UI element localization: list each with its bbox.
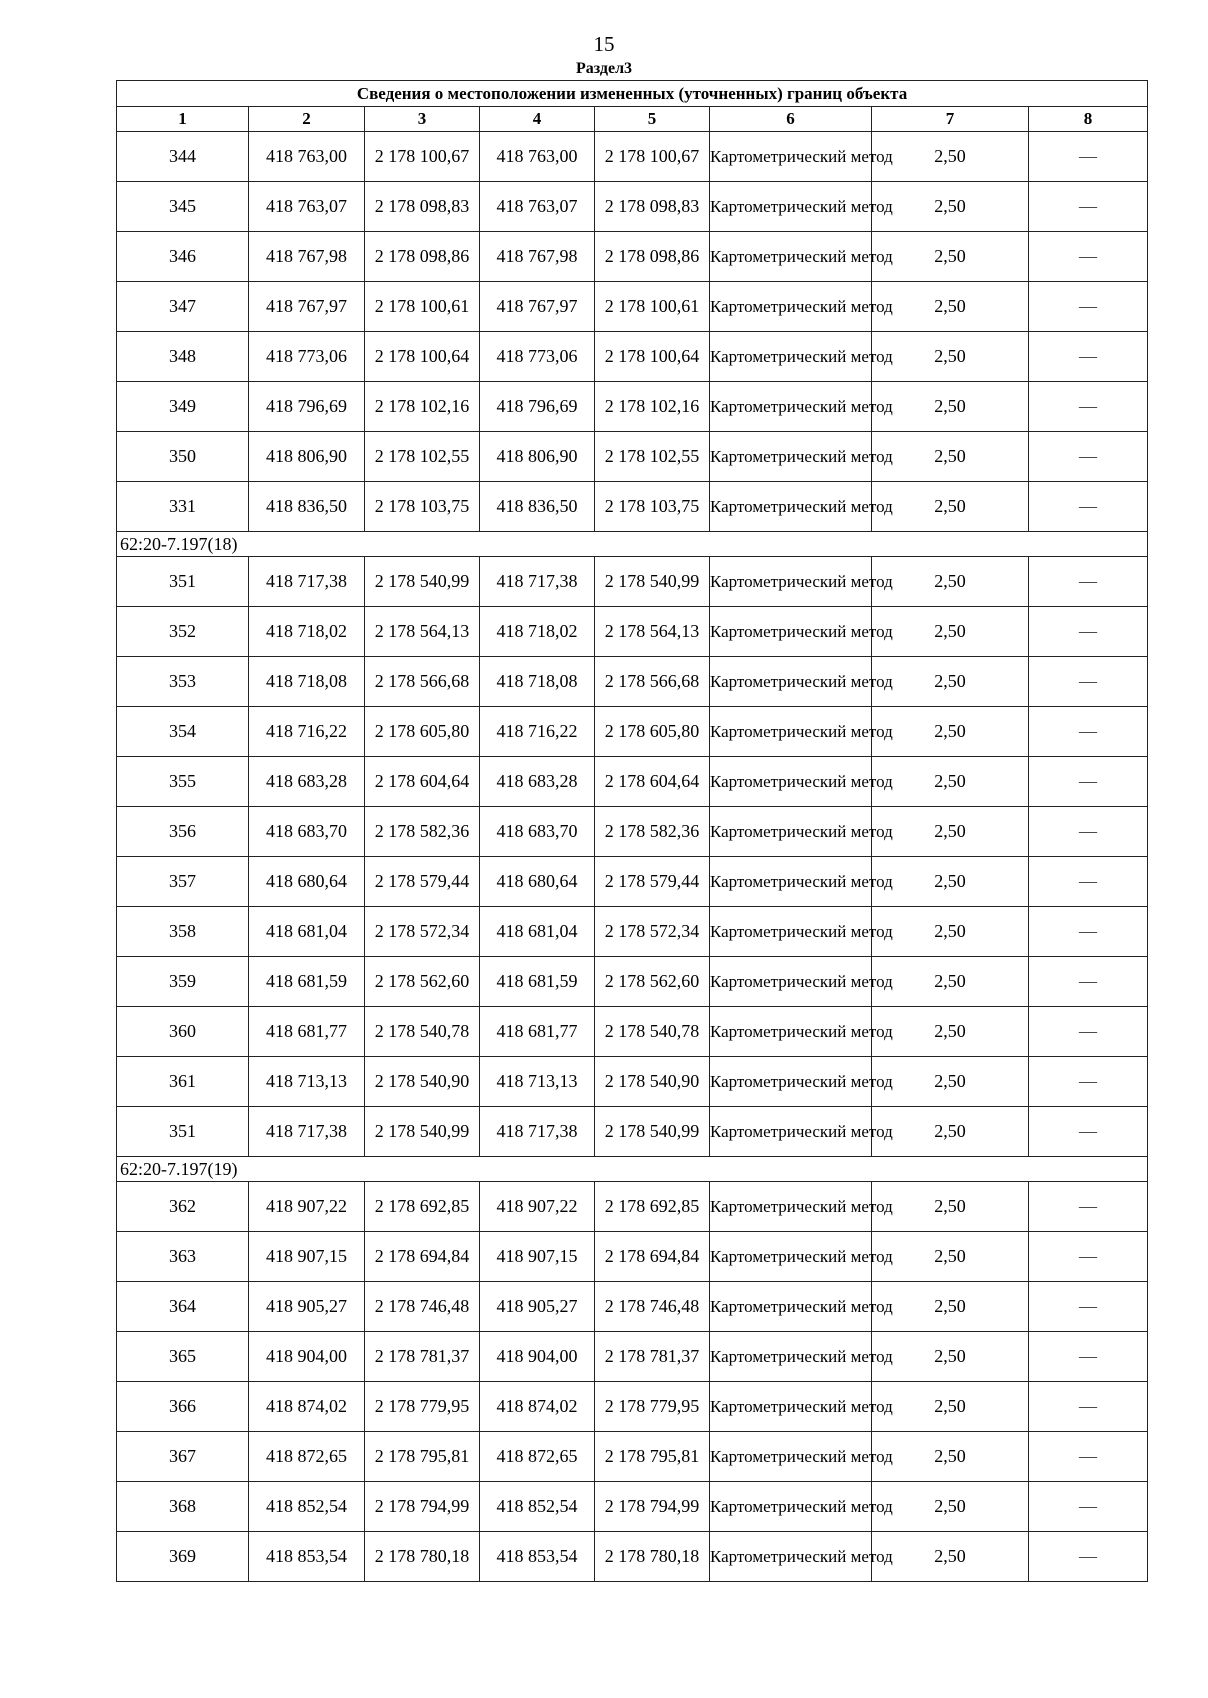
- cell-description: —: [1029, 1007, 1148, 1057]
- cell-x-new: 418 874,02: [480, 1382, 595, 1432]
- cell-x-existing: 418 763,00: [249, 132, 365, 182]
- cell-x-new: 418 852,54: [480, 1482, 595, 1532]
- cell-y-existing: 2 178 562,60: [365, 957, 480, 1007]
- cell-method: Картометрический метод: [710, 382, 872, 432]
- table-row: [117, 757, 1148, 807]
- cell-y-new: 2 178 795,81: [595, 1432, 710, 1482]
- cell-point-number: 351: [117, 557, 249, 607]
- cell-point-number: 365: [117, 1332, 249, 1382]
- cell-description: —: [1029, 482, 1148, 532]
- cell-description: —: [1029, 232, 1148, 282]
- cell-x-existing: 418 767,97: [249, 282, 365, 332]
- cell-accuracy: 2,50: [872, 1282, 1029, 1332]
- column-number-8: 8: [1029, 107, 1148, 132]
- cell-method: Картометрический метод: [710, 907, 872, 957]
- cell-y-existing: 2 178 540,99: [365, 557, 480, 607]
- cell-y-existing: 2 178 779,95: [365, 1382, 480, 1432]
- cell-x-existing: 418 836,50: [249, 482, 365, 532]
- cell-x-new: 418 683,28: [480, 757, 595, 807]
- cell-x-existing: 418 907,22: [249, 1182, 365, 1232]
- cell-y-existing: 2 178 692,85: [365, 1182, 480, 1232]
- cell-accuracy: 2,50: [872, 382, 1029, 432]
- cell-description: —: [1029, 182, 1148, 232]
- cell-description: —: [1029, 707, 1148, 757]
- cell-accuracy: 2,50: [872, 482, 1029, 532]
- cell-accuracy: 2,50: [872, 1232, 1029, 1282]
- cell-x-existing: 418 907,15: [249, 1232, 365, 1282]
- cell-description: —: [1029, 1232, 1148, 1282]
- cell-point-number: 346: [117, 232, 249, 282]
- cell-accuracy: 2,50: [872, 1532, 1029, 1582]
- table-row: [117, 182, 1148, 232]
- cell-method: Картометрический метод: [710, 857, 872, 907]
- cell-point-number: 361: [117, 1057, 249, 1107]
- cell-point-number: 363: [117, 1232, 249, 1282]
- cell-accuracy: 2,50: [872, 1332, 1029, 1382]
- cell-description: —: [1029, 382, 1148, 432]
- table-row: [117, 432, 1148, 482]
- cell-y-existing: 2 178 540,99: [365, 1107, 480, 1157]
- cell-x-existing: 418 872,65: [249, 1432, 365, 1482]
- cell-method: Картометрический метод: [710, 707, 872, 757]
- cell-x-existing: 418 713,13: [249, 1057, 365, 1107]
- table-row: [117, 132, 1148, 182]
- cell-method: Картометрический метод: [710, 1332, 872, 1382]
- cell-point-number: 360: [117, 1007, 249, 1057]
- cell-point-number: 331: [117, 482, 249, 532]
- cell-y-existing: 2 178 694,84: [365, 1232, 480, 1282]
- cell-description: —: [1029, 1482, 1148, 1532]
- cell-method: Картометрический метод: [710, 1232, 872, 1282]
- cell-description: —: [1029, 957, 1148, 1007]
- cell-accuracy: 2,50: [872, 132, 1029, 182]
- table-row: [117, 857, 1148, 907]
- table-row: [117, 1482, 1148, 1532]
- cell-y-existing: 2 178 102,55: [365, 432, 480, 482]
- cell-point-number: 359: [117, 957, 249, 1007]
- cell-y-new: 2 178 566,68: [595, 657, 710, 707]
- cell-y-new: 2 178 100,61: [595, 282, 710, 332]
- cell-x-existing: 418 718,08: [249, 657, 365, 707]
- table-row: [117, 1532, 1148, 1582]
- column-number-5: 5: [595, 107, 710, 132]
- cell-y-existing: 2 178 103,75: [365, 482, 480, 532]
- cell-x-new: 418 718,08: [480, 657, 595, 707]
- cell-x-new: 418 717,38: [480, 1107, 595, 1157]
- cell-method: Картометрический метод: [710, 557, 872, 607]
- cell-y-existing: 2 178 795,81: [365, 1432, 480, 1482]
- cell-description: —: [1029, 432, 1148, 482]
- cell-x-new: 418 907,15: [480, 1232, 595, 1282]
- cell-method: Картометрический метод: [710, 1432, 872, 1482]
- table-row: [117, 1382, 1148, 1432]
- cell-accuracy: 2,50: [872, 1007, 1029, 1057]
- cell-method: Картометрический метод: [710, 282, 872, 332]
- cell-y-existing: 2 178 579,44: [365, 857, 480, 907]
- cell-point-number: 366: [117, 1382, 249, 1432]
- cell-method: Картометрический метод: [710, 807, 872, 857]
- cell-x-new: 418 853,54: [480, 1532, 595, 1582]
- cell-x-existing: 418 681,77: [249, 1007, 365, 1057]
- cell-method: Картометрический метод: [710, 1057, 872, 1107]
- cell-method: Картометрический метод: [710, 182, 872, 232]
- column-number-7: 7: [872, 107, 1029, 132]
- cell-y-existing: 2 178 794,99: [365, 1482, 480, 1532]
- cell-y-new: 2 178 605,80: [595, 707, 710, 757]
- page-number: 15: [593, 32, 615, 56]
- cell-method: Картометрический метод: [710, 1282, 872, 1332]
- cell-y-new: 2 178 540,90: [595, 1057, 710, 1107]
- cell-point-number: 347: [117, 282, 249, 332]
- cell-description: —: [1029, 1432, 1148, 1482]
- contour-group-row: [117, 532, 1148, 557]
- cell-y-new: 2 178 780,18: [595, 1532, 710, 1582]
- table-row: [117, 1232, 1148, 1282]
- cell-description: —: [1029, 1382, 1148, 1432]
- cell-point-number: 367: [117, 1432, 249, 1482]
- cell-x-new: 418 681,77: [480, 1007, 595, 1057]
- cell-accuracy: 2,50: [872, 432, 1029, 482]
- cell-y-new: 2 178 604,64: [595, 757, 710, 807]
- cell-y-existing: 2 178 098,83: [365, 182, 480, 232]
- cell-x-new: 418 680,64: [480, 857, 595, 907]
- table-row: [117, 557, 1148, 607]
- cell-x-new: 418 907,22: [480, 1182, 595, 1232]
- table-row: [117, 382, 1148, 432]
- table-body: [117, 132, 1148, 1582]
- cell-y-new: 2 178 582,36: [595, 807, 710, 857]
- cell-y-existing: 2 178 781,37: [365, 1332, 480, 1382]
- cell-description: —: [1029, 857, 1148, 907]
- cell-method: Картометрический метод: [710, 1007, 872, 1057]
- table-row: [117, 332, 1148, 382]
- cell-x-existing: 418 773,06: [249, 332, 365, 382]
- cell-accuracy: 2,50: [872, 957, 1029, 1007]
- cell-y-existing: 2 178 564,13: [365, 607, 480, 657]
- cell-point-number: 344: [117, 132, 249, 182]
- cell-point-number: 354: [117, 707, 249, 757]
- cell-accuracy: 2,50: [872, 807, 1029, 857]
- cell-description: —: [1029, 282, 1148, 332]
- cell-method: Картометрический метод: [710, 1107, 872, 1157]
- cell-description: —: [1029, 1182, 1148, 1232]
- cell-y-new: 2 178 102,55: [595, 432, 710, 482]
- column-number-3: 3: [365, 107, 480, 132]
- cell-method: Картометрический метод: [710, 607, 872, 657]
- cell-method: Картометрический метод: [710, 232, 872, 282]
- cell-x-existing: 418 683,28: [249, 757, 365, 807]
- cell-x-new: 418 872,65: [480, 1432, 595, 1482]
- cell-accuracy: 2,50: [872, 1432, 1029, 1482]
- table-row: [117, 282, 1148, 332]
- cell-point-number: 358: [117, 907, 249, 957]
- cell-method: Картометрический метод: [710, 1482, 872, 1532]
- table-caption: Сведения о местоположении измененных (уточненных) границ объекта: [117, 81, 1148, 107]
- cell-x-existing: 418 683,70: [249, 807, 365, 857]
- cell-x-new: 418 796,69: [480, 382, 595, 432]
- table-row: [117, 1282, 1148, 1332]
- cell-point-number: 349: [117, 382, 249, 432]
- cell-x-new: 418 718,02: [480, 607, 595, 657]
- cell-y-existing: 2 178 604,64: [365, 757, 480, 807]
- cell-x-new: 418 806,90: [480, 432, 595, 482]
- cell-y-existing: 2 178 566,68: [365, 657, 480, 707]
- cell-x-existing: 418 717,38: [249, 1107, 365, 1157]
- cell-description: —: [1029, 757, 1148, 807]
- cell-description: —: [1029, 1282, 1148, 1332]
- cell-description: —: [1029, 657, 1148, 707]
- cell-accuracy: 2,50: [872, 182, 1029, 232]
- cell-description: —: [1029, 1532, 1148, 1582]
- column-number-row: [117, 107, 1148, 132]
- cell-y-new: 2 178 794,99: [595, 1482, 710, 1532]
- cell-description: —: [1029, 132, 1148, 182]
- cell-accuracy: 2,50: [872, 857, 1029, 907]
- cell-x-existing: 418 763,07: [249, 182, 365, 232]
- cell-y-new: 2 178 098,83: [595, 182, 710, 232]
- cell-x-existing: 418 716,22: [249, 707, 365, 757]
- cell-method: Картометрический метод: [710, 332, 872, 382]
- cell-x-existing: 418 680,64: [249, 857, 365, 907]
- cell-y-new: 2 178 540,99: [595, 557, 710, 607]
- cell-accuracy: 2,50: [872, 1382, 1029, 1432]
- table-row: [117, 707, 1148, 757]
- cell-method: Картометрический метод: [710, 432, 872, 482]
- cell-accuracy: 2,50: [872, 607, 1029, 657]
- cell-point-number: 352: [117, 607, 249, 657]
- contour-group-row: [117, 1157, 1148, 1182]
- cell-y-new: 2 178 102,16: [595, 382, 710, 432]
- cell-x-new: 418 681,04: [480, 907, 595, 957]
- cell-description: —: [1029, 557, 1148, 607]
- cell-x-new: 418 713,13: [480, 1057, 595, 1107]
- cell-method: Картометрический метод: [710, 132, 872, 182]
- cell-point-number: 362: [117, 1182, 249, 1232]
- table-row: [117, 1432, 1148, 1482]
- cell-y-new: 2 178 103,75: [595, 482, 710, 532]
- cell-y-new: 2 178 562,60: [595, 957, 710, 1007]
- cell-x-new: 418 767,98: [480, 232, 595, 282]
- cell-point-number: 351: [117, 1107, 249, 1157]
- cell-method: Картометрический метод: [710, 482, 872, 532]
- table-row: [117, 807, 1148, 857]
- table-row: [117, 1182, 1148, 1232]
- table-row: [117, 907, 1148, 957]
- cell-x-existing: 418 717,38: [249, 557, 365, 607]
- table-row: [117, 957, 1148, 1007]
- cell-accuracy: 2,50: [872, 1482, 1029, 1532]
- cell-accuracy: 2,50: [872, 282, 1029, 332]
- cell-y-new: 2 178 100,67: [595, 132, 710, 182]
- cell-x-existing: 418 681,59: [249, 957, 365, 1007]
- cell-description: —: [1029, 907, 1148, 957]
- cell-method: Картометрический метод: [710, 1182, 872, 1232]
- boundary-coordinates-table: [116, 80, 1148, 1582]
- cell-description: —: [1029, 1332, 1148, 1382]
- cell-y-new: 2 178 540,78: [595, 1007, 710, 1057]
- cell-y-existing: 2 178 572,34: [365, 907, 480, 957]
- cell-point-number: 353: [117, 657, 249, 707]
- cell-description: —: [1029, 1057, 1148, 1107]
- table-row: [117, 1007, 1148, 1057]
- cell-y-existing: 2 178 100,61: [365, 282, 480, 332]
- cell-y-new: 2 178 692,85: [595, 1182, 710, 1232]
- cell-y-new: 2 178 781,37: [595, 1332, 710, 1382]
- cell-x-existing: 418 852,54: [249, 1482, 365, 1532]
- cell-x-existing: 418 796,69: [249, 382, 365, 432]
- cell-point-number: 364: [117, 1282, 249, 1332]
- cell-y-existing: 2 178 540,90: [365, 1057, 480, 1107]
- cell-accuracy: 2,50: [872, 757, 1029, 807]
- cell-accuracy: 2,50: [872, 1107, 1029, 1157]
- cell-y-existing: 2 178 098,86: [365, 232, 480, 282]
- table-row: [117, 1107, 1148, 1157]
- cell-y-existing: 2 178 100,64: [365, 332, 480, 382]
- table-row: [117, 657, 1148, 707]
- cell-point-number: 345: [117, 182, 249, 232]
- cell-y-existing: 2 178 102,16: [365, 382, 480, 432]
- cell-accuracy: 2,50: [872, 332, 1029, 382]
- cell-y-new: 2 178 540,99: [595, 1107, 710, 1157]
- cell-x-existing: 418 681,04: [249, 907, 365, 957]
- cell-description: —: [1029, 332, 1148, 382]
- cell-accuracy: 2,50: [872, 657, 1029, 707]
- cell-point-number: 356: [117, 807, 249, 857]
- cell-accuracy: 2,50: [872, 557, 1029, 607]
- cell-method: Картометрический метод: [710, 957, 872, 1007]
- cell-method: Картометрический метод: [710, 1382, 872, 1432]
- cell-x-new: 418 905,27: [480, 1282, 595, 1332]
- cell-accuracy: 2,50: [872, 1057, 1029, 1107]
- section-title: Раздел3: [575, 60, 633, 77]
- cell-y-new: 2 178 579,44: [595, 857, 710, 907]
- cell-x-new: 418 836,50: [480, 482, 595, 532]
- contour-label: 62:20-7.197(18): [117, 532, 1148, 557]
- cell-x-existing: 418 853,54: [249, 1532, 365, 1582]
- cell-y-new: 2 178 746,48: [595, 1282, 710, 1332]
- cell-y-existing: 2 178 780,18: [365, 1532, 480, 1582]
- table-row: [117, 607, 1148, 657]
- cell-x-new: 418 763,00: [480, 132, 595, 182]
- cell-x-existing: 418 767,98: [249, 232, 365, 282]
- cell-x-existing: 418 806,90: [249, 432, 365, 482]
- cell-point-number: 368: [117, 1482, 249, 1532]
- cell-x-new: 418 716,22: [480, 707, 595, 757]
- cell-x-new: 418 904,00: [480, 1332, 595, 1382]
- cell-method: Картометрический метод: [710, 1532, 872, 1582]
- cell-point-number: 355: [117, 757, 249, 807]
- column-number-1: 1: [117, 107, 249, 132]
- cell-point-number: 348: [117, 332, 249, 382]
- column-number-2: 2: [249, 107, 365, 132]
- cell-y-new: 2 178 100,64: [595, 332, 710, 382]
- cell-x-existing: 418 904,00: [249, 1332, 365, 1382]
- cell-y-new: 2 178 098,86: [595, 232, 710, 282]
- cell-x-new: 418 763,07: [480, 182, 595, 232]
- table-row: [117, 482, 1148, 532]
- cell-y-existing: 2 178 540,78: [365, 1007, 480, 1057]
- cell-description: —: [1029, 607, 1148, 657]
- table-row: [117, 1057, 1148, 1107]
- cell-method: Картометрический метод: [710, 757, 872, 807]
- cell-description: —: [1029, 1107, 1148, 1157]
- cell-y-existing: 2 178 605,80: [365, 707, 480, 757]
- cell-accuracy: 2,50: [872, 1182, 1029, 1232]
- cell-accuracy: 2,50: [872, 232, 1029, 282]
- cell-x-existing: 418 718,02: [249, 607, 365, 657]
- cell-x-existing: 418 874,02: [249, 1382, 365, 1432]
- column-number-6: 6: [710, 107, 872, 132]
- cell-y-new: 2 178 779,95: [595, 1382, 710, 1432]
- cell-x-new: 418 767,97: [480, 282, 595, 332]
- cell-y-existing: 2 178 746,48: [365, 1282, 480, 1332]
- cell-y-new: 2 178 694,84: [595, 1232, 710, 1282]
- cell-x-new: 418 717,38: [480, 557, 595, 607]
- cell-y-existing: 2 178 100,67: [365, 132, 480, 182]
- table-row: [117, 232, 1148, 282]
- cell-point-number: 369: [117, 1532, 249, 1582]
- cell-method: Картометрический метод: [710, 657, 872, 707]
- cell-description: —: [1029, 807, 1148, 857]
- cell-point-number: 357: [117, 857, 249, 907]
- cell-y-new: 2 178 564,13: [595, 607, 710, 657]
- cell-x-new: 418 773,06: [480, 332, 595, 382]
- cell-x-new: 418 681,59: [480, 957, 595, 1007]
- cell-y-new: 2 178 572,34: [595, 907, 710, 957]
- cell-accuracy: 2,50: [872, 907, 1029, 957]
- cell-x-new: 418 683,70: [480, 807, 595, 857]
- table-row: [117, 1332, 1148, 1382]
- contour-label: 62:20-7.197(19): [117, 1157, 1148, 1182]
- cell-x-existing: 418 905,27: [249, 1282, 365, 1332]
- cell-accuracy: 2,50: [872, 707, 1029, 757]
- column-number-4: 4: [480, 107, 595, 132]
- cell-point-number: 350: [117, 432, 249, 482]
- cell-y-existing: 2 178 582,36: [365, 807, 480, 857]
